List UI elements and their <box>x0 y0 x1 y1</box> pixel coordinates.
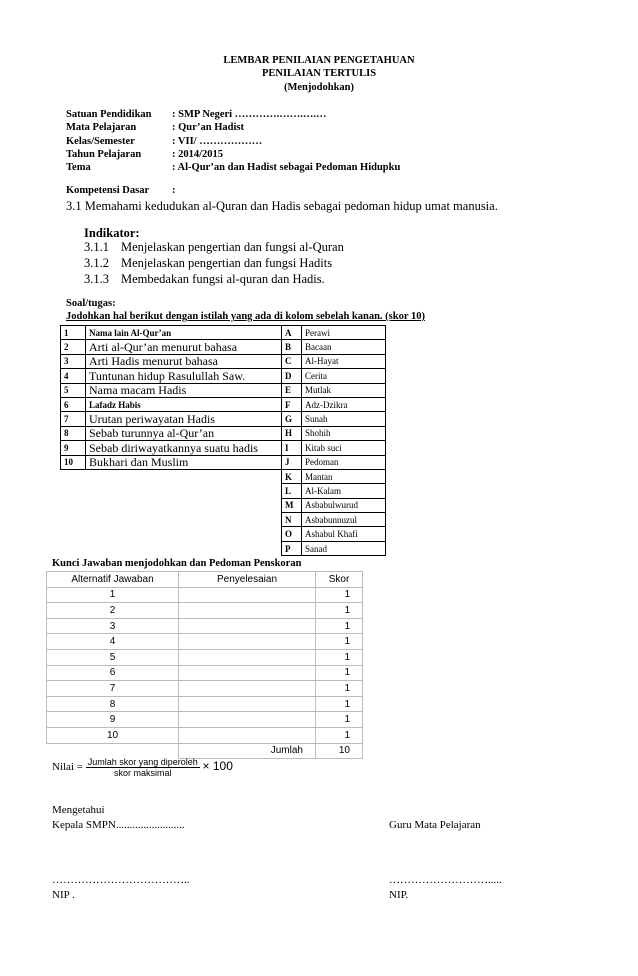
key-alt: 5 <box>47 649 179 665</box>
key-total-label: Jumlah <box>179 743 316 759</box>
key-row <box>47 649 363 665</box>
answer-text: Sanad <box>302 541 386 555</box>
key-alt: 1 <box>47 587 179 603</box>
matching-row <box>61 469 386 483</box>
key-header-penyelesaian: Penyelesaian <box>179 572 316 588</box>
empty-cell <box>86 527 282 541</box>
guru-mapel: Guru Mata Pelajaran <box>389 819 481 831</box>
key-penyelesaian <box>179 696 316 712</box>
key-skor: 1 <box>316 712 363 728</box>
key-skor: 1 <box>316 603 363 619</box>
key-title: Kunci Jawaban menjodohkan dan Pedoman Penskoran <box>52 558 302 569</box>
key-penyelesaian <box>179 634 316 650</box>
answer-letter: P <box>282 541 302 555</box>
key-penyelesaian <box>179 712 316 728</box>
key-skor: 1 <box>316 727 363 743</box>
nip-right: NIP. <box>389 889 409 901</box>
key-alt: 4 <box>47 634 179 650</box>
answer-letter: G <box>282 412 302 426</box>
question-number: 4 <box>61 369 86 383</box>
key-row <box>47 727 363 743</box>
signature-dots-right: ………………………..... <box>389 874 502 886</box>
matching-row <box>61 383 386 397</box>
question-text: Tuntunan hidup Rasulullah Saw. <box>86 369 282 383</box>
answer-letter: J <box>282 455 302 469</box>
question-number: 9 <box>61 441 86 455</box>
question-text: Arti al-Qur’an menurut bahasa <box>86 340 282 354</box>
empty-cell <box>61 484 86 498</box>
info-value: : VII/ ……………… <box>172 135 263 147</box>
key-row <box>47 634 363 650</box>
empty-cell <box>86 541 282 555</box>
nilai-formula <box>52 757 233 778</box>
kompetensi-text: 3.1 Memahami kedudukan al-Quran dan Hadis sebagai pedoman hidup umat manusia. <box>66 199 498 213</box>
info-label: Tahun Pelajaran <box>66 148 142 160</box>
indikator-text: Membedakan fungsi al-quran dan Hadis. <box>121 272 325 286</box>
key-penyelesaian <box>179 727 316 743</box>
question-text: Nama macam Hadis <box>86 383 282 397</box>
answer-letter: O <box>282 527 302 541</box>
question-text: Arti Hadis menurut bahasa <box>86 354 282 368</box>
key-total-value: 10 <box>316 743 363 759</box>
key-alt: 7 <box>47 681 179 697</box>
doc-title: LEMBAR PENILAIAN PENGETAHUAN <box>223 55 415 66</box>
answer-text: Al-Hayat <box>302 354 386 368</box>
answer-text: Adz-Dzikra <box>302 397 386 411</box>
empty-cell <box>61 498 86 512</box>
answer-text: Mutlak <box>302 383 386 397</box>
matching-row <box>61 484 386 498</box>
key-row <box>47 587 363 603</box>
key-skor: 1 <box>316 696 363 712</box>
question-number: 6 <box>61 397 86 411</box>
empty-cell <box>61 513 86 527</box>
info-label: Mata Pelajaran <box>66 122 137 134</box>
matching-row <box>61 441 386 455</box>
key-row <box>47 712 363 728</box>
answer-letter: C <box>282 354 302 368</box>
question-text: Bukhari dan Muslim <box>86 455 282 469</box>
key-skor: 1 <box>316 681 363 697</box>
key-penyelesaian <box>179 681 316 697</box>
indikator-text: Menjelaskan pengertian dan fungsi Hadits <box>121 256 333 270</box>
answer-letter: K <box>282 469 302 483</box>
key-penyelesaian <box>179 587 316 603</box>
info-value: : SMP Negeri ………….…….….… <box>172 109 327 120</box>
answer-text: Sunah <box>302 412 386 426</box>
answer-letter: D <box>282 369 302 383</box>
key-penyelesaian <box>179 665 316 681</box>
answer-letter: H <box>282 426 302 440</box>
answer-text: Asbabulwurud <box>302 498 386 512</box>
question-number: 3 <box>61 354 86 368</box>
key-row <box>47 681 363 697</box>
answer-letter: M <box>282 498 302 512</box>
empty-cell <box>86 484 282 498</box>
key-skor: 1 <box>316 618 363 634</box>
doc-subtitle: PENILAIAN TERTULIS <box>261 68 377 79</box>
key-header-alt: Alternatif Jawaban <box>47 572 179 588</box>
answer-text: Al-Kalam <box>302 484 386 498</box>
question-text: Lafadz Habis <box>86 397 282 411</box>
matching-row <box>61 541 386 555</box>
key-alt: 3 <box>47 618 179 634</box>
info-row <box>66 149 223 160</box>
question-number: 7 <box>61 412 86 426</box>
question-text: Sebab turunnya al-Qur’an <box>86 426 282 440</box>
question-text: Sebab diriwayatkannya suatu hadis <box>86 441 282 455</box>
question-text: Urutan periwayatan Hadis <box>86 412 282 426</box>
question-number: 2 <box>61 340 86 354</box>
info-value: : Al-Qur’an dan Hadist sebagai Pedoman Hidupku <box>172 162 401 174</box>
key-row <box>47 618 363 634</box>
info-row <box>66 136 262 147</box>
signature-dots-left: ……………………………….. <box>52 874 190 886</box>
answer-letter: I <box>282 441 302 455</box>
indikator-item <box>84 240 344 255</box>
matching-row <box>61 527 386 541</box>
key-penyelesaian <box>179 618 316 634</box>
key-alt: 9 <box>47 712 179 728</box>
key-header-row <box>47 572 363 588</box>
empty-cell <box>61 469 86 483</box>
info-label: Kelas/Semester <box>66 135 135 147</box>
nilai-denominator: skor maksimal <box>113 768 172 778</box>
answer-letter: F <box>282 397 302 411</box>
doc-type: (Menjodohkan) <box>283 82 354 93</box>
question-number: 8 <box>61 426 86 440</box>
key-skor: 1 <box>316 587 363 603</box>
key-skor: 1 <box>316 665 363 681</box>
matching-table <box>60 325 386 556</box>
question-text: Nama lain Al-Qur’an <box>86 326 282 340</box>
key-row <box>47 603 363 619</box>
matching-row <box>61 426 386 440</box>
mengetahui: Mengetahui <box>52 804 105 816</box>
matching-row <box>61 412 386 426</box>
empty-cell <box>86 498 282 512</box>
nip-left: NIP . <box>52 889 75 901</box>
key-alt: 8 <box>47 696 179 712</box>
indikator-title: Indikator: <box>84 226 140 240</box>
kepala-sekolah: Kepala SMPN......................... <box>52 819 185 831</box>
matching-row <box>61 498 386 512</box>
key-penyelesaian <box>179 649 316 665</box>
matching-row <box>61 326 386 340</box>
info-value: : Qur’an Hadist <box>172 122 244 134</box>
answer-text: Perawi <box>302 326 386 340</box>
indikator-item <box>84 256 332 271</box>
key-row <box>47 696 363 712</box>
answer-text: Pedoman <box>302 455 386 469</box>
answer-text: Cerita <box>302 369 386 383</box>
empty-cell <box>86 469 282 483</box>
nilai-label: Nilai = <box>52 761 83 774</box>
empty-cell <box>61 527 86 541</box>
matching-row <box>61 354 386 368</box>
answer-letter: N <box>282 513 302 527</box>
answer-key-table <box>46 571 363 759</box>
key-alt: 6 <box>47 665 179 681</box>
answer-text: Bacaan <box>302 340 386 354</box>
info-row <box>66 162 400 173</box>
question-number: 5 <box>61 383 86 397</box>
empty-cell <box>61 541 86 555</box>
nilai-numerator: Jumlah skor yang diperoleh <box>87 757 198 767</box>
matching-row <box>61 369 386 383</box>
question-number: 10 <box>61 455 86 469</box>
soal-title: Soal/tugas: <box>66 298 116 309</box>
answer-text: Asbabunnuzul <box>302 513 386 527</box>
matching-row <box>61 340 386 354</box>
soal-instruction: Jodohkan hal berikut dengan istilah yang ada di kolom sebelah kanan. (skor 10) <box>66 311 425 322</box>
indikator-text: Menjelaskan pengertian dan fungsi al-Quran <box>121 240 344 254</box>
key-alt: 10 <box>47 727 179 743</box>
indikator-number: 3.1.1 <box>84 240 109 254</box>
matching-row <box>61 455 386 469</box>
answer-text: Mantan <box>302 469 386 483</box>
nilai-multiplier: × 100 <box>202 759 233 774</box>
answer-text: Kitab suci <box>302 441 386 455</box>
matching-row <box>61 397 386 411</box>
key-skor: 1 <box>316 634 363 650</box>
kompetensi-label: Kompetensi Dasar : <box>66 185 176 196</box>
answer-letter: A <box>282 326 302 340</box>
info-value: : 2014/2015 <box>172 148 224 160</box>
key-skor: 1 <box>316 649 363 665</box>
answer-text: Shohih <box>302 426 386 440</box>
empty-cell <box>86 513 282 527</box>
question-number: 1 <box>61 326 86 340</box>
answer-text: Ashabul Khafi <box>302 527 386 541</box>
info-label: Satuan Pendidikan <box>66 109 152 120</box>
key-penyelesaian <box>179 603 316 619</box>
indikator-number: 3.1.3 <box>84 272 109 286</box>
indikator-number: 3.1.2 <box>84 256 109 270</box>
nilai-fraction <box>86 757 200 778</box>
info-label: Tema <box>66 162 91 174</box>
key-header-skor: Skor <box>316 572 363 588</box>
info-row <box>66 122 244 133</box>
answer-letter: E <box>282 383 302 397</box>
info-row <box>66 109 327 120</box>
key-alt: 2 <box>47 603 179 619</box>
answer-letter: L <box>282 484 302 498</box>
answer-letter: B <box>282 340 302 354</box>
key-row <box>47 665 363 681</box>
matching-row <box>61 513 386 527</box>
indikator-item <box>84 272 325 287</box>
